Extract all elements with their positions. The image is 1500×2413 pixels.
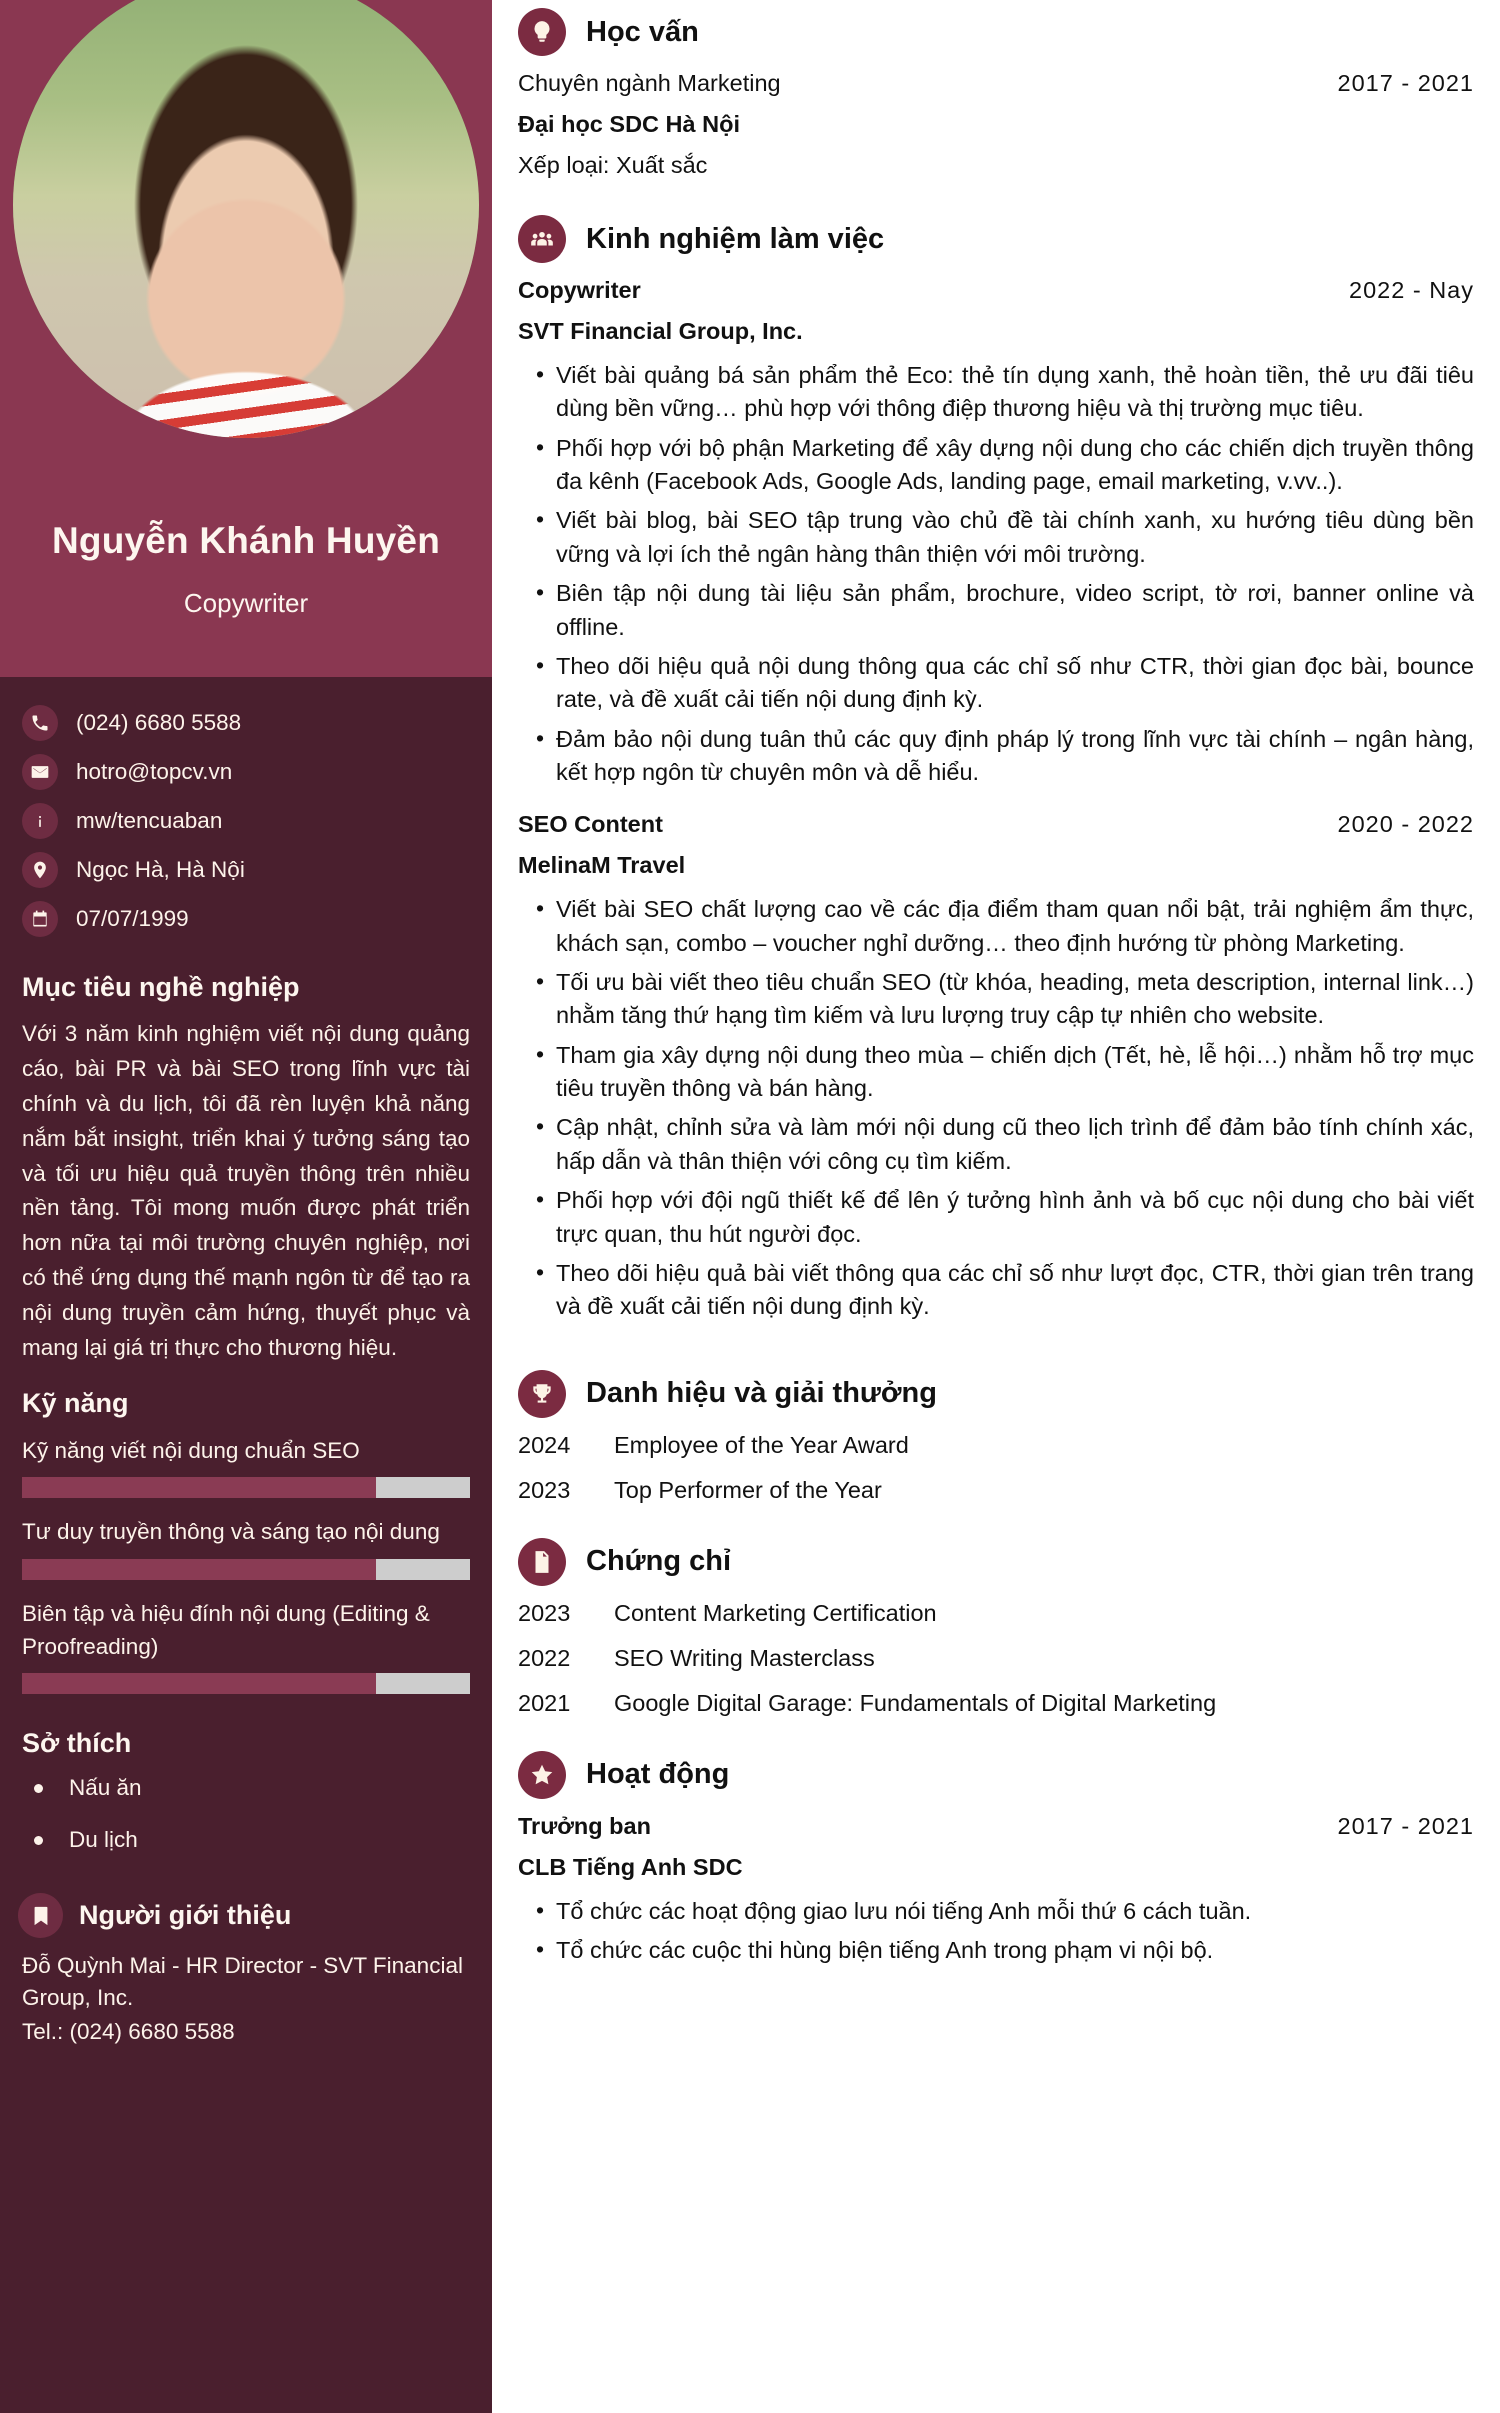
certificate-year: 2022 [518,1644,571,1671]
skill-label: Tư duy truyền thông và sáng tạo nội dung [22,1519,440,1545]
job-bullets [518,359,1474,789]
certificate-year: 2023 [518,1599,571,1626]
skill-bar-track [22,1559,470,1580]
activity-bullets [518,1895,1474,1968]
list-item: • Tổ chức các cuộc thi hùng biện tiếng Anh trong phạm vi nội bộ. [536,1934,1474,1967]
calendar-icon [22,901,58,937]
skill-bar-fill [22,1559,376,1580]
education-row [518,70,1474,97]
contact-value: Ngọc Hà, Hà Nội [76,857,245,882]
job-role: Copywriter [518,277,641,303]
list-item: • Cập nhật, chỉnh sửa và làm mới nội dung cũ theo lịch trình để đảm bảo tính chính xác, hấp dẫn và thân thiện với công cụ tìm kiếm. [536,1111,1474,1178]
list-item: • Phối hợp với đội ngũ thiết kế để lên ý tưởng hình ảnh và bố cục nội dung cho bài viết trực quan, thu hút người đọc. [536,1184,1474,1251]
skills-title: Kỹ năng [22,1387,129,1418]
main-content [492,0,1500,2413]
skill-label: Biên tập và hiệu đính nội dung (Editing & Proofreading) [22,1601,430,1659]
location-icon [22,852,58,888]
skill-bar-track [22,1477,470,1498]
reference-line-2: Tel.: (024) 6680 5588 [22,2019,235,2045]
award-year: 2024 [518,1431,571,1458]
skill-label: Kỹ năng viết nội dung chuẩn SEO [22,1437,360,1463]
profile-job-title: Copywriter [183,588,309,618]
section-header-awards [518,1370,1474,1418]
education-grade: Xếp loại: Xuất sắc [518,152,708,178]
certificate-text: SEO Writing Masterclass [614,1644,875,1671]
bookmark-icon [18,1893,63,1938]
award-row [518,1432,1474,1459]
contact-item-birthdate[interactable] [22,901,492,937]
contact-item-info[interactable] [22,803,492,839]
avatar [13,0,479,438]
list-item: • Đảm bảo nội dung tuân thủ các quy định pháp lý trong lĩnh vực tài chính – ngân hàng, kết hợp ngôn từ chuyên môn và dễ hiểu. [536,723,1474,790]
list-item: • Tham gia xây dựng nội dung theo mùa – chiến dịch (Tết, hè, lễ hội…) nhằm hỗ trợ mục tiêu truyền thông và bán hàng. [536,1039,1474,1106]
skill-bar-track [22,1673,470,1694]
reference-title: Người giới thiệu [79,1900,292,1931]
skill-bar-fill [22,1673,376,1694]
list-item: • Theo dõi hiệu quả bài viết thông qua các chỉ số như lượt đọc, CTR, thời gian trên trang và đề xuất cải tiến nội dung định kỳ. [536,1257,1474,1324]
contact-value: hotro@topcv.vn [76,759,233,784]
hobby-label: Du lịch [69,1827,138,1853]
skill-item [22,1435,470,1499]
certificate-row [518,1645,1474,1672]
skill-item [22,1516,470,1580]
contact-value: 07/07/1999 [76,906,189,931]
contact-list [0,677,492,956]
list-item: • Phối hợp với bộ phận Marketing để xây dựng nội dung cho các chiến dịch truyền thông đa kênh (Facebook Ads, Google Ads, landing page, email marketing, v.vv..). [536,432,1474,499]
list-item: • Tối ưu bài viết theo tiêu chuẩn SEO (từ khóa, heading, meta description, internal link…) nhằm tăng thứ hạng tìm kiếm và lưu lượng truy cập tự nhiên cho website. [536,966,1474,1033]
reference-header [0,1879,492,1948]
trophy-icon [518,1370,566,1418]
section-title: Học vấn [586,15,699,48]
certificate-year: 2021 [518,1689,571,1716]
sidebar-header [0,0,492,677]
job-period: 2022 - Nay [1349,277,1474,303]
certificate-row [518,1600,1474,1627]
contact-value: (024) 6680 5588 [76,710,242,735]
section-header-experience [518,215,1474,263]
bullet-dot-icon [34,1836,43,1845]
section-header-education [518,8,1474,56]
info-icon [22,803,58,839]
mail-icon [22,754,58,790]
job-period: 2020 - 2022 [1337,811,1474,838]
avatar-photo [13,0,479,438]
job-header [518,811,1474,838]
contact-value: mw/tencuaban [76,808,223,833]
education-period: 2017 - 2021 [1337,70,1474,96]
section-title: Danh hiệu và giải thưởng [586,1377,937,1410]
list-item: • Biên tập nội dung tài liệu sản phẩm, brochure, video script, tờ rơi, banner online và offline. [536,577,1474,644]
certificate-text: Google Digital Garage: Fundamentals of Digital Marketing [614,1689,1217,1716]
list-item: • Tổ chức các hoạt động giao lưu nói tiếng Anh mỗi thứ 6 cách tuần. [536,1895,1474,1928]
skills-list [0,1433,492,1695]
hobbies-title: Sở thích [22,1728,132,1759]
education-school: Đại học SDC Hà Nội [518,111,740,137]
job-bullets [518,893,1474,1323]
objective-title: Mục tiêu nghề nghiệp [22,972,300,1002]
section-title: Hoạt động [586,1758,730,1791]
job-company: MelinaM Travel [518,852,686,879]
star-icon [518,1751,566,1799]
lightbulb-icon [518,8,566,56]
activity-role: Trưởng ban [518,1812,651,1839]
activity-period: 2017 - 2021 [1337,1812,1474,1839]
list-item: • Viết bài SEO chất lượng cao về các địa điểm tham quan nổi bật, trải nghiệm ẩm thực, khách sạn, combo – voucher nghỉ dưỡng… theo định hướng từ phòng Marketing. [536,893,1474,960]
certificate-text: Content Marketing Certification [614,1599,937,1626]
page-title: Nguyễn Khánh Huyền [51,520,441,561]
job-header [518,277,1474,304]
contact-item-email[interactable] [22,754,492,790]
list-item: • Viết bài blog, bài SEO tập trung vào chủ đề tài chính xanh, xu hướng tiêu dùng bền vững và lợi ích thẻ ngân hàng thân thiện với môi trường. [536,504,1474,571]
award-text: Employee of the Year Award [614,1431,909,1458]
activity-header [518,1813,1474,1840]
hobbies-list [0,1773,492,1853]
section-header-activities [518,1751,1474,1799]
list-item: • Viết bài quảng bá sản phẩm thẻ Eco: thẻ tín dụng xanh, thẻ hoàn tiền, thẻ ưu đãi tiêu dùng bền vững… phù hợp với thông điệp thương hiệu và thị trường mục tiêu. [536,359,1474,426]
list-item [34,1775,470,1801]
award-year: 2023 [518,1476,571,1503]
phone-icon [22,705,58,741]
people-icon [518,215,566,263]
document-icon [518,1538,566,1586]
activity-organization: CLB Tiếng Anh SDC [518,1853,743,1880]
hobby-label: Nấu ăn [69,1775,142,1801]
list-item: • Theo dõi hiệu quả nội dung thông qua các chỉ số như CTR, thời gian đọc bài, bounce rate, và đề xuất cải tiến nội dung định kỳ. [536,650,1474,717]
award-row [518,1477,1474,1504]
contact-item-phone[interactable] [22,705,492,741]
award-text: Top Performer of the Year [614,1476,882,1503]
bullet-dot-icon [34,1784,43,1793]
reference-line-1: Đỗ Quỳnh Mai - HR Director - SVT Financial Group, Inc. [22,1953,463,2011]
list-item [34,1827,470,1853]
section-header-certificates [518,1538,1474,1586]
certificate-row [518,1690,1474,1717]
job-role: SEO Content [518,811,663,838]
section-title: Chứng chỉ [586,1545,732,1578]
sidebar [0,0,492,2413]
contact-item-location[interactable] [22,852,492,888]
skill-bar-fill [22,1477,376,1498]
job-company: SVT Financial Group, Inc. [518,318,803,344]
objective-text: Với 3 năm kinh nghiệm viết nội dung quảng cáo, bài PR và bài SEO trong lĩnh vực tài chính và du lịch, tôi đã rèn luyện khả năng nắm bắt insight, triển khai ý tưởng sáng tạo và tối ưu hiệu quả truyền thông trên nhiều nền tảng. Tôi mong muốn được phát triển hơn nữa tại môi trường chuyên nghiệp, nơi có thể ứng dụng thế mạnh ngôn từ để tạo ra nội dung truyền cảm hứng, thuyết phục và mang lại giá trị thực cho thương hiệu. [22,1021,470,1360]
skill-item [22,1598,470,1694]
section-title: Kinh nghiệm làm việc [586,222,885,255]
education-major: Chuyên ngành Marketing [518,70,781,96]
